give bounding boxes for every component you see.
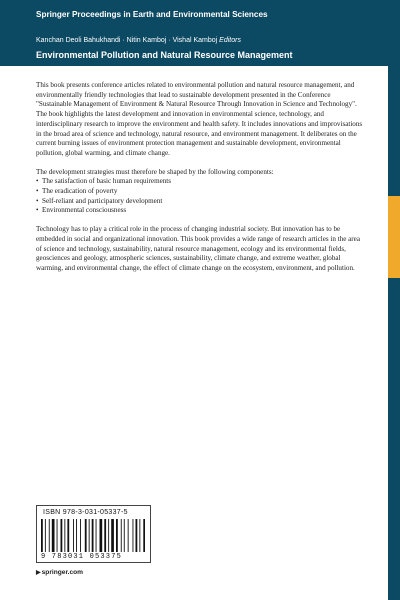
spine-side-bar	[388, 66, 400, 600]
website-label: springer.com	[41, 569, 84, 576]
header-band	[0, 0, 400, 66]
list-intro: The development strategies must therefore be shaped by the following components:	[36, 167, 274, 176]
blurb-paragraph-1: This book presents conference articles related to environmental pollution and natural resource management, and environmentally friendly technologies that lead to sustainable development presented in the Conference "Sustainable Management of Environment & Natural Resource Through Innovation in Science and Technology". The book highlights the latest development and innovation in environmental science, technology, and interdisciplinary research to improve the environment and health safety. It includes innovations and improvisations in the broad area of science and technology, natural resource, and environment management. It deliberates on the current burning issues of environment protection management and sustainable development, environmental pollution, global warming, and climate change.	[36, 81, 363, 157]
blurb-paragraph-2: Technology has to play a critical role in the process of changing industrial society. But innovation has to be embedded in social and organizational innovation. This book provides a wide range of research articles in the area of science and technology, sustainability, natural resource management, ecology and its environmental fields, geosciences and geology, atmospheric sciences, sustainability, climate change, and extreme weather, global warming, and environmental change, the effect of climate change on the ecosystem, environment, and pollution.	[36, 225, 360, 272]
blurb-content	[36, 81, 366, 283]
isbn-text: ISBN 978-3-031-05337-5	[43, 509, 128, 516]
spine-accent-stripe	[388, 196, 400, 278]
list-item: • Self-reliant and participatory development	[36, 197, 366, 207]
list-item: • The satisfaction of basic human requirements	[36, 177, 366, 187]
website-link[interactable]	[36, 569, 83, 576]
editors-role: Editors	[219, 37, 241, 44]
editors-line	[36, 37, 241, 44]
list-item: • Environmental consciousness	[36, 206, 366, 216]
barcode-box	[36, 505, 151, 563]
components-list	[36, 177, 366, 216]
editor-names: Kanchan Deoli Bahukhandi · Nitin Kamboj · Vishal Kamboj	[36, 37, 218, 44]
barcode-bars-icon	[41, 519, 145, 552]
book-title: Environmental Pollution and Natural Resource Management	[36, 50, 293, 60]
series-title: Springer Proceedings in Earth and Environmental Sciences	[36, 10, 268, 19]
barcode-digits: 9 783031 053375	[41, 553, 123, 561]
arrow-icon: ▶	[36, 570, 41, 576]
list-item: • The eradication of poverty	[36, 187, 366, 197]
